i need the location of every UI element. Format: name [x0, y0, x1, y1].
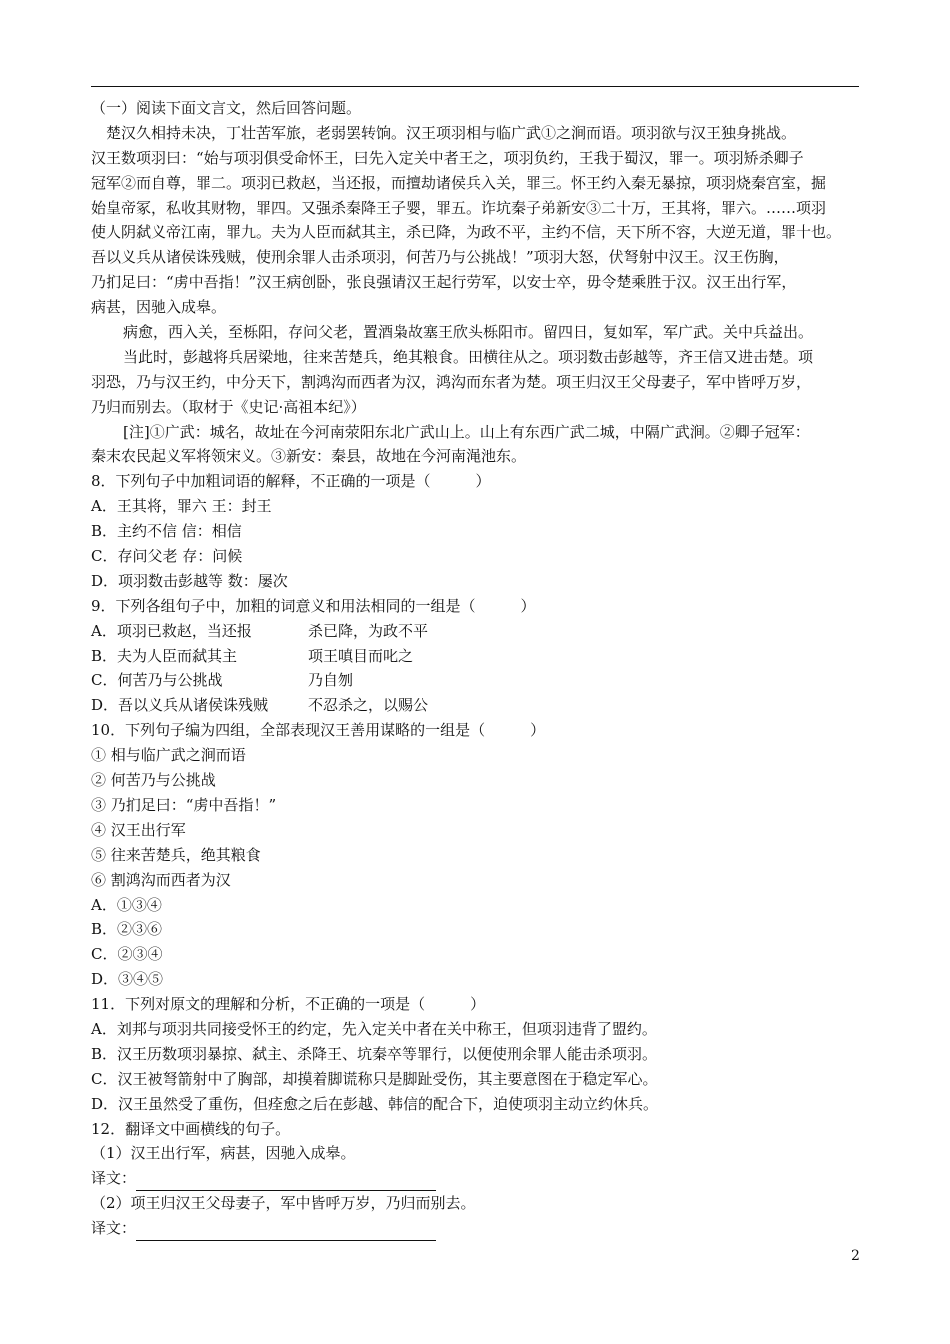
answer-line-1 [91, 1166, 873, 1191]
option-right: 不忍杀之，以赐公 [308, 696, 429, 715]
passage-line: 吾以义兵从诸侯诛残贼，使刑余罪人击杀项羽，何苦乃与公挑战！”项羽大怒，伏弩射中汉王。汉王伤胸， [91, 248, 789, 267]
passage-line: 使人阴弑义帝江南，罪九。夫为人臣而弑其主，杀已降，为政不平，主约不信，天下所不容，大逆无道，罪十也。 [91, 223, 842, 242]
passage-line: 冠军②而自尊，罪二。项羽已救赵，当还报，而擅劫诸侯兵入关，罪三。怀王约入秦无暴掠，项羽烧秦宫室，掘 [91, 173, 827, 192]
option-left: D．吾以义兵从诸侯诛残贼 [91, 696, 269, 715]
question-11-option-c: C．汉王被弩箭射中了胸部，却摸着脚谎称只是脚趾受伤，其主要意图在于稳定军心。 [91, 1069, 658, 1088]
question-8-option-a: A．王其将，罪六 王：封王 [91, 497, 272, 516]
option-left: B．夫为人臣而弑其主 [91, 646, 238, 665]
passage-line: 当此时，彭越将兵居梁地，往来苦楚兵，绝其粮食。田横往从之。项羽数击彭越等，齐王信又进击楚。项 [123, 347, 814, 366]
option-left: A．项羽已救赵，当还报 [91, 621, 252, 640]
question-12-sub-2: （2）项王归汉王父母妻子，军中皆呼万岁，乃归而别去。 [91, 1194, 476, 1213]
question-8-option-d: D．项羽数击彭越等 数：屡次 [91, 571, 288, 590]
passage-line: 羽恐，乃与汉王约，中分天下，割鸿沟而西者为汉，鸿沟而东者为楚。项王归汉王父母妻子，军中皆呼万岁， [91, 372, 812, 391]
question-10-item: ② 何苦乃与公挑战 [91, 771, 216, 790]
question-11-option-d: D．汉王虽然受了重伤，但痊愈之后在彭越、韩信的配合下，迫使项羽主动立约休兵。 [91, 1094, 659, 1113]
question-10-option-a: A．①③④ [91, 895, 162, 914]
header-rule [91, 86, 859, 87]
page-number: 2 [851, 1248, 860, 1264]
question-10-item: ③ 乃扪足曰：“虏中吾指！” [91, 795, 277, 814]
question-9-stem: 9．下列各组句子中，加粗的词意义和用法相同的一组是（ ） [91, 596, 536, 615]
answer-label: 译文： [91, 1219, 137, 1238]
question-8-option-c: C．存问父老 存：问候 [91, 547, 243, 566]
passage-line: 汉王数项羽曰：“始与项羽俱受命怀王，曰先入定关中者王之，项羽负约，王我于蜀汉，罪一。项羽矫杀卿子 [91, 148, 804, 167]
option-right: 乃自刎 [308, 671, 354, 690]
question-9-option-a [91, 619, 873, 644]
question-10-item: ⑥ 割鸿沟而西者为汉 [91, 870, 231, 889]
passage-line: 乃扪足曰：“虏中吾指！”汉王病创卧，张良强请汉王起行劳军，以安士卒，毋令楚乘胜于汉。汉王出行军， [91, 273, 797, 292]
question-10-stem: 10．下列句子编为四组，全部表现汉王善用谋略的一组是（ ） [91, 721, 546, 740]
answer-blank-1[interactable] [136, 1174, 436, 1191]
question-11-option-b: B．汉王历数项羽暴掠、弑主、杀降王、坑秦卒等罪行，以便使刑余罪人能击杀项羽。 [91, 1044, 658, 1063]
section-heading: （一）阅读下面文言文，然后回答问题。 [91, 99, 362, 117]
question-11-stem: 11．下列对原文的理解和分析，不正确的一项是（ ） [91, 995, 486, 1014]
option-left: C．何苦乃与公挑战 [91, 671, 223, 690]
question-12-sub-1: （1）汉王出行军，病甚，因驰入成皋。 [91, 1144, 356, 1163]
question-9-option-b [91, 644, 873, 669]
passage-line: 乃归而别去。（取材于《史记·高祖本纪》） [91, 397, 366, 416]
question-10-item: ① 相与临广武之涧而语 [91, 746, 246, 765]
question-11-option-a: A．刘邦与项羽共同接受怀王的约定，先入定关中者在关中称王，但项羽违背了盟约。 [91, 1019, 657, 1038]
passage-line: 始皇帝冢，私收其财物，罪四。又强杀秦降王子婴，罪五。诈坑秦子弟新安③二十万，王其将，罪六。……项羽 [91, 198, 827, 217]
answer-line-2 [91, 1216, 873, 1241]
question-8-stem: 8．下列句子中加粗词语的解释，不正确的一项是（ ） [91, 472, 491, 491]
passage-line: 楚汉久相持未决，丁壮苦军旅，老弱罢转饷。汉王项羽相与临广武①之涧而语。项羽欲与汉王独身挑战。 [106, 123, 797, 142]
answer-blank-2[interactable] [136, 1224, 436, 1241]
page-content [91, 96, 873, 1241]
question-10-item: ④ 汉王出行军 [91, 820, 186, 839]
question-9-option-d [91, 693, 873, 718]
question-8-option-b: B．主约不信 信：相信 [91, 522, 242, 541]
option-right: 杀已降，为政不平 [308, 621, 429, 640]
question-10-option-d: D．③④⑤ [91, 970, 164, 989]
question-9-option-c [91, 668, 873, 693]
question-10-option-b: B．②③⑥ [91, 920, 163, 939]
annotation-line: [注]①广武：城名，故址在今河南荥阳东北广武山上。山上有东西广武二城，中隔广武涧。②卿子冠军： [123, 422, 810, 441]
question-12-stem: 12．翻译文中画横线的句子。 [91, 1119, 291, 1138]
passage-line: 病甚，因驰入成皋。 [91, 298, 227, 317]
question-10-option-c: C．②③④ [91, 945, 163, 964]
option-right: 项王嗔目而叱之 [308, 646, 414, 665]
question-10-item: ⑤ 往来苦楚兵，绝其粮食 [91, 845, 261, 864]
passage-paragraph-2: 病愈，西入关，至栎阳，存问父老，置酒枭故塞王欣头栎阳市。留四日，复如军，军广武。关中兵益出。 [123, 323, 814, 342]
answer-label: 译文： [91, 1169, 137, 1188]
annotation-line: 秦末农民起义军将领宋义。③新安：秦县，故地在今河南渑池东。 [91, 447, 527, 466]
